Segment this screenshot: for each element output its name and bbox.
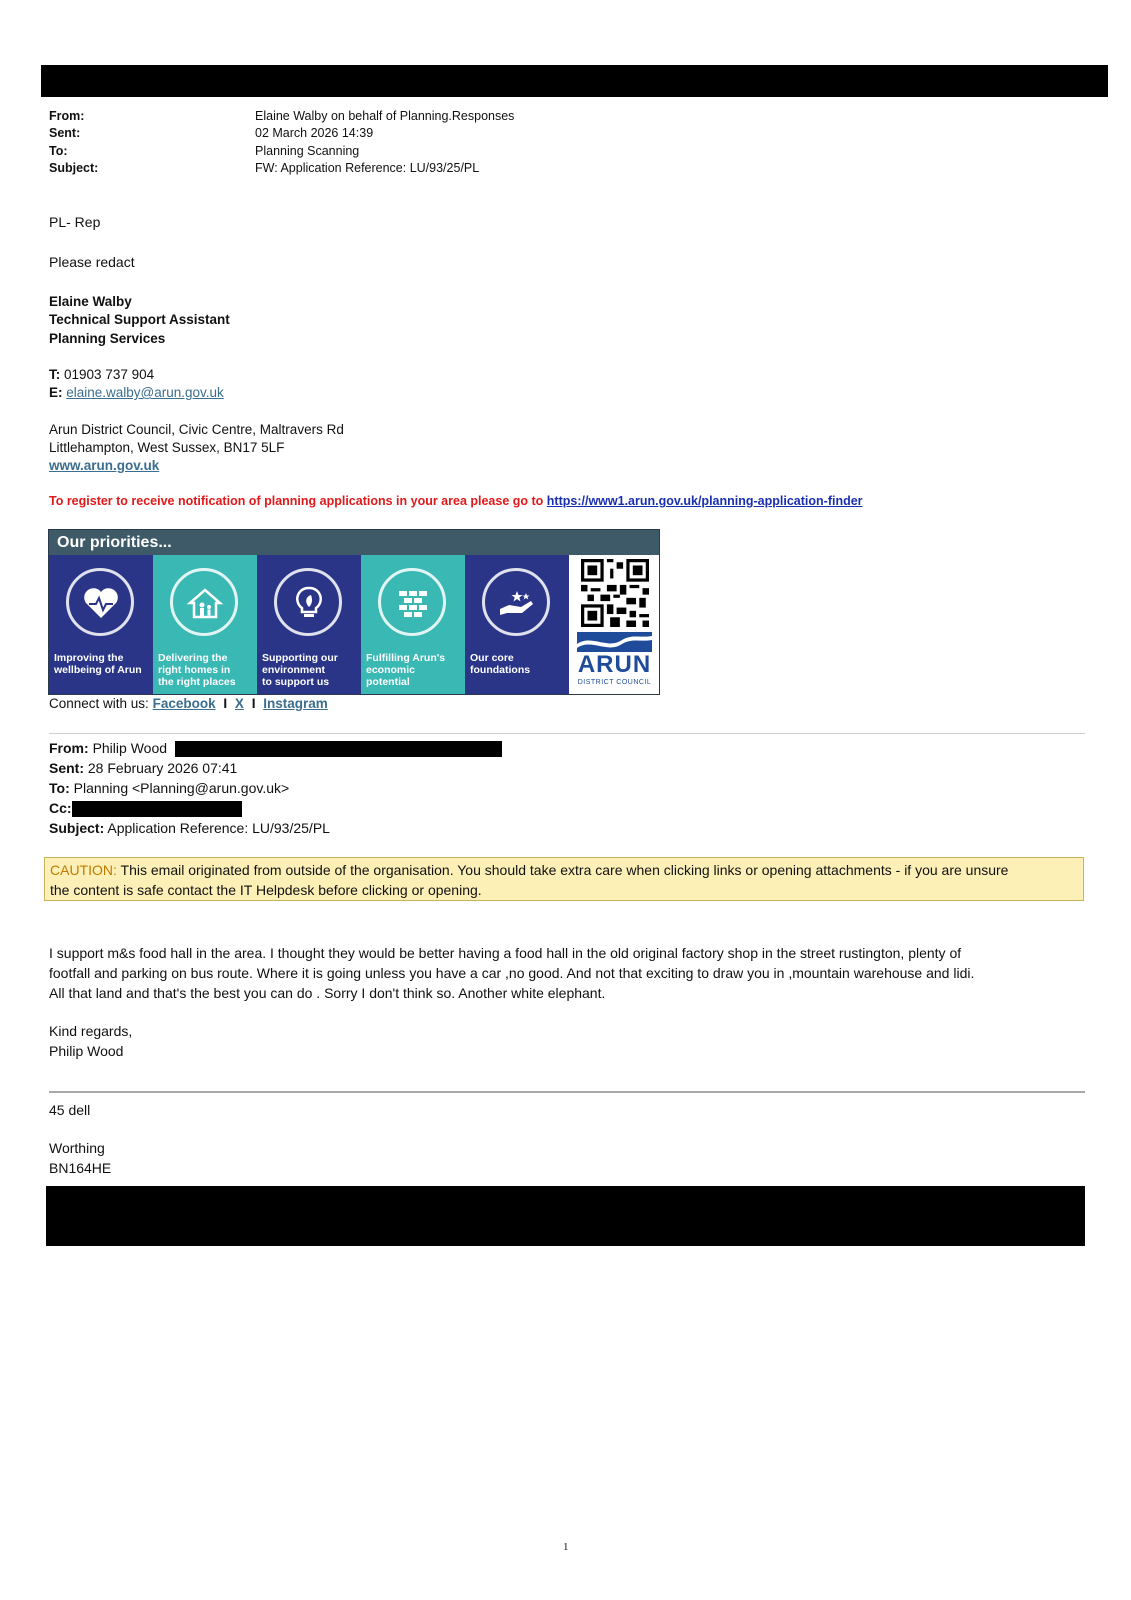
caution-banner (44, 857, 1084, 901)
tile-foundations-caption (470, 652, 530, 676)
tile-caption-line: wellbeing of Arun (54, 664, 142, 676)
original-from-value: Philip Wood (92, 740, 168, 756)
house-family-icon (170, 568, 238, 636)
original-subject-label: Subject: (49, 820, 105, 836)
hand-stars-icon (482, 568, 550, 636)
facebook-link[interactable]: Facebook (152, 696, 216, 711)
sent-value: 02 March 2026 14:39 (255, 126, 374, 140)
tile-caption-line: Delivering the (158, 652, 228, 664)
priorities-banner (48, 529, 660, 695)
original-subject-value: Application Reference: LU/93/25/PL (107, 820, 330, 836)
original-cc-row (49, 799, 72, 818)
original-sent-label: Sent: (49, 760, 84, 776)
connect-row (49, 694, 328, 713)
to-value: Planning Scanning (255, 144, 360, 158)
connect-label: Connect with us: (49, 696, 149, 711)
page-number: 1 (563, 1541, 569, 1553)
tile-caption-line: right homes in (158, 664, 231, 676)
tile-caption-line: foundations (470, 664, 531, 676)
message-line-3: All that land and that's the best you can do . Sorry I don't think so. Another white elephant. (49, 985, 606, 1001)
x-link[interactable]: X (234, 696, 244, 711)
planning-notice-text: To register to receive notification of planning applications in your area please go to (49, 494, 544, 508)
qr-logo-panel (570, 555, 659, 694)
caution-text-2: the content is safe contact the IT Helpdesk before clicking or opening. (50, 882, 482, 898)
signature-name: Elaine Walby (49, 294, 132, 309)
tile-economic-caption (366, 652, 445, 688)
subject-value: FW: Application Reference: LU/93/25/PL (255, 161, 480, 175)
signature-phone-row (49, 365, 154, 384)
tile-caption-line: economic (366, 664, 416, 676)
tile-caption-line: Fulfilling Arun's (366, 652, 446, 664)
body-pl-rep: PL- Rep (49, 214, 101, 230)
phone-label: T: (49, 367, 61, 382)
original-to-label: To: (49, 780, 70, 796)
subject-label: Subject: (49, 161, 99, 175)
original-cc-label: Cc: (49, 800, 72, 816)
tile-caption-line: Supporting our (262, 652, 338, 664)
website-link[interactable]: www.arun.gov.uk (49, 458, 160, 473)
caution-text-1: This email originated from outside of the organisation. You should take extra care when clicking links or opening attachments - if you are unsure (120, 862, 1009, 878)
address-town: Worthing (49, 1140, 105, 1156)
tile-economic (361, 555, 465, 694)
phone-value: 01903 737 904 (64, 367, 155, 382)
email-label: E: (49, 385, 63, 400)
signature-email-row (49, 383, 224, 402)
tile-caption-line: potential (366, 676, 410, 688)
original-subject-row (49, 819, 330, 838)
original-sent-value: 28 February 2026 07:41 (87, 760, 238, 776)
original-sent-row (49, 759, 237, 778)
email-link[interactable]: elaine.walby@arun.gov.uk (66, 385, 224, 400)
connect-separator: I (223, 696, 228, 711)
original-from-row (49, 739, 167, 758)
divider-address (49, 1091, 1085, 1093)
tile-caption-line: Improving the (54, 652, 124, 664)
original-to-row (49, 779, 289, 798)
body-please-redact: Please redact (49, 254, 135, 270)
website-link-row (49, 456, 159, 475)
tile-foundations (465, 555, 569, 694)
tile-homes-caption (158, 652, 236, 688)
from-label: From: (49, 109, 85, 123)
tile-wellbeing-caption (54, 652, 142, 676)
brick-wall-icon (378, 568, 446, 636)
message-line-1: I support m&s food hall in the area. I thought they would be better having a food hall in the old original factory shop in the street rustington, plenty of (49, 945, 962, 961)
message-line-2: footfall and parking on bus route. Where it is going unless you have a car ,no good. And not that exciting to draw you in ,mountain warehouse and lidi. (49, 965, 975, 981)
message-regards: Kind regards, (49, 1023, 133, 1039)
instagram-link[interactable]: Instagram (263, 696, 328, 711)
banner-title: Our priorities... (49, 530, 659, 555)
original-from-label: From: (49, 740, 89, 756)
redaction-cc (72, 801, 242, 817)
lightbulb-leaf-icon (274, 568, 342, 636)
arun-logo-wave-icon (577, 632, 652, 652)
arun-logo-subtext: DISTRICT COUNCIL (577, 679, 652, 686)
heart-pulse-icon (66, 568, 134, 636)
tile-caption-line: the right places (158, 676, 236, 688)
tile-caption-line: Our core (470, 652, 514, 664)
redaction-from-email (175, 741, 502, 757)
from-value: Elaine Walby on behalf of Planning.Responses (255, 109, 515, 123)
address-line-1: Arun District Council, Civic Centre, Maltravers Rd (49, 422, 344, 437)
redaction-bar-bottom (46, 1186, 1085, 1246)
tile-wellbeing (49, 555, 153, 694)
to-label: To: (49, 144, 68, 158)
arun-logo-text: ARUN (577, 651, 652, 678)
qr-code-icon (581, 559, 649, 627)
connect-separator: I (251, 696, 256, 711)
message-sender: Philip Wood (49, 1043, 124, 1059)
sent-label: Sent: (49, 126, 81, 140)
planning-notice (49, 494, 863, 508)
redaction-bar-top (41, 65, 1108, 97)
tile-environment-caption (262, 652, 338, 688)
tile-caption-line: to support us (262, 676, 330, 688)
signature-department: Planning Services (49, 331, 166, 346)
address-line-2: Littlehampton, West Sussex, BN17 5LF (49, 440, 285, 455)
caution-line-1 (50, 860, 1078, 880)
address-street: 45 dell (49, 1102, 91, 1118)
divider-original-message (49, 733, 1085, 734)
caution-label: CAUTION: (50, 862, 117, 878)
signature-title: Technical Support Assistant (49, 312, 230, 327)
address-postcode: BN164HE (49, 1160, 112, 1176)
planning-finder-link[interactable]: https://www1.arun.gov.uk/planning-application-finder (546, 494, 863, 508)
tile-environment (257, 555, 361, 694)
tile-homes (153, 555, 257, 694)
original-to-value: Planning <Planning@arun.gov.uk> (73, 780, 290, 796)
tile-caption-line: environment (262, 664, 326, 676)
